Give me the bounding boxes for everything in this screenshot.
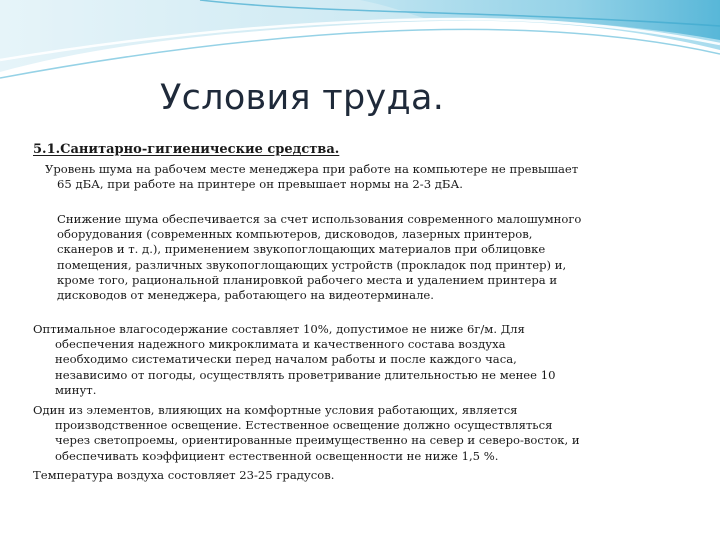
text-line: минут. bbox=[55, 382, 97, 397]
paragraph-humidity bbox=[33, 322, 693, 398]
section-heading: 5.1.Санитарно-гигиенические средства. bbox=[33, 142, 340, 157]
text-line: Снижение шума обеспечивается за счет использования современного малошумного bbox=[57, 212, 582, 226]
paragraph-noise-level bbox=[45, 162, 685, 192]
slide-title: Условия труда. bbox=[160, 78, 445, 118]
paragraph-noise-reduction bbox=[57, 212, 677, 303]
text-line: кроме того, рациональной планировкой рабочего места и удалением принтера и bbox=[57, 272, 558, 287]
text-line: обеспечения надежного микроклимата и качественного состава воздуха bbox=[55, 337, 506, 352]
text-line: дисководов от менеджера, работающего на видеотерминале. bbox=[57, 288, 434, 303]
text-line: Один из элементов, влияющих на комфортные условия работающих, является bbox=[33, 403, 518, 417]
text-line: Уровень шума на рабочем месте менеджера при работе на компьютере не превышает bbox=[45, 162, 579, 176]
text-line: Оптимальное влагосодержание составляет 10%, допустимое не ниже 6г/м. Для bbox=[33, 322, 525, 336]
text-line: сканеров и т. д.), применением звукопоглощающих материалов при облицовке bbox=[57, 242, 546, 257]
text-line: оборудования (современных компьютеров, дисководов, лазерных принтеров, bbox=[57, 227, 533, 242]
paragraph-temperature bbox=[33, 468, 693, 483]
text-line: независимо от погоды, осуществлять проветривание длительностью не менее 10 bbox=[55, 367, 556, 382]
paragraph-lighting bbox=[33, 403, 693, 464]
text-line: необходимо систематически перед началом работы и после каждого часа, bbox=[55, 352, 517, 367]
text-line: помещения, различных звукопоглощающих устройств (прокладок под принтер) и, bbox=[57, 257, 567, 272]
text-line: производственное освещение. Естественное освещение должно осуществляться bbox=[55, 418, 553, 433]
text-line: 65 дБА, при работе на принтере он превышает нормы на 2-3 дБА. bbox=[57, 177, 463, 192]
text-line: Температура воздуха состовляет 23-25 градусов. bbox=[33, 468, 335, 482]
text-line: через светопроемы, ориентированные преимущественно на север и северо-восток, и bbox=[55, 433, 580, 448]
text-line: обеспечивать коэффициент естественной освещенности не ниже 1,5 %. bbox=[55, 448, 499, 463]
wave-decoration bbox=[0, 0, 720, 90]
